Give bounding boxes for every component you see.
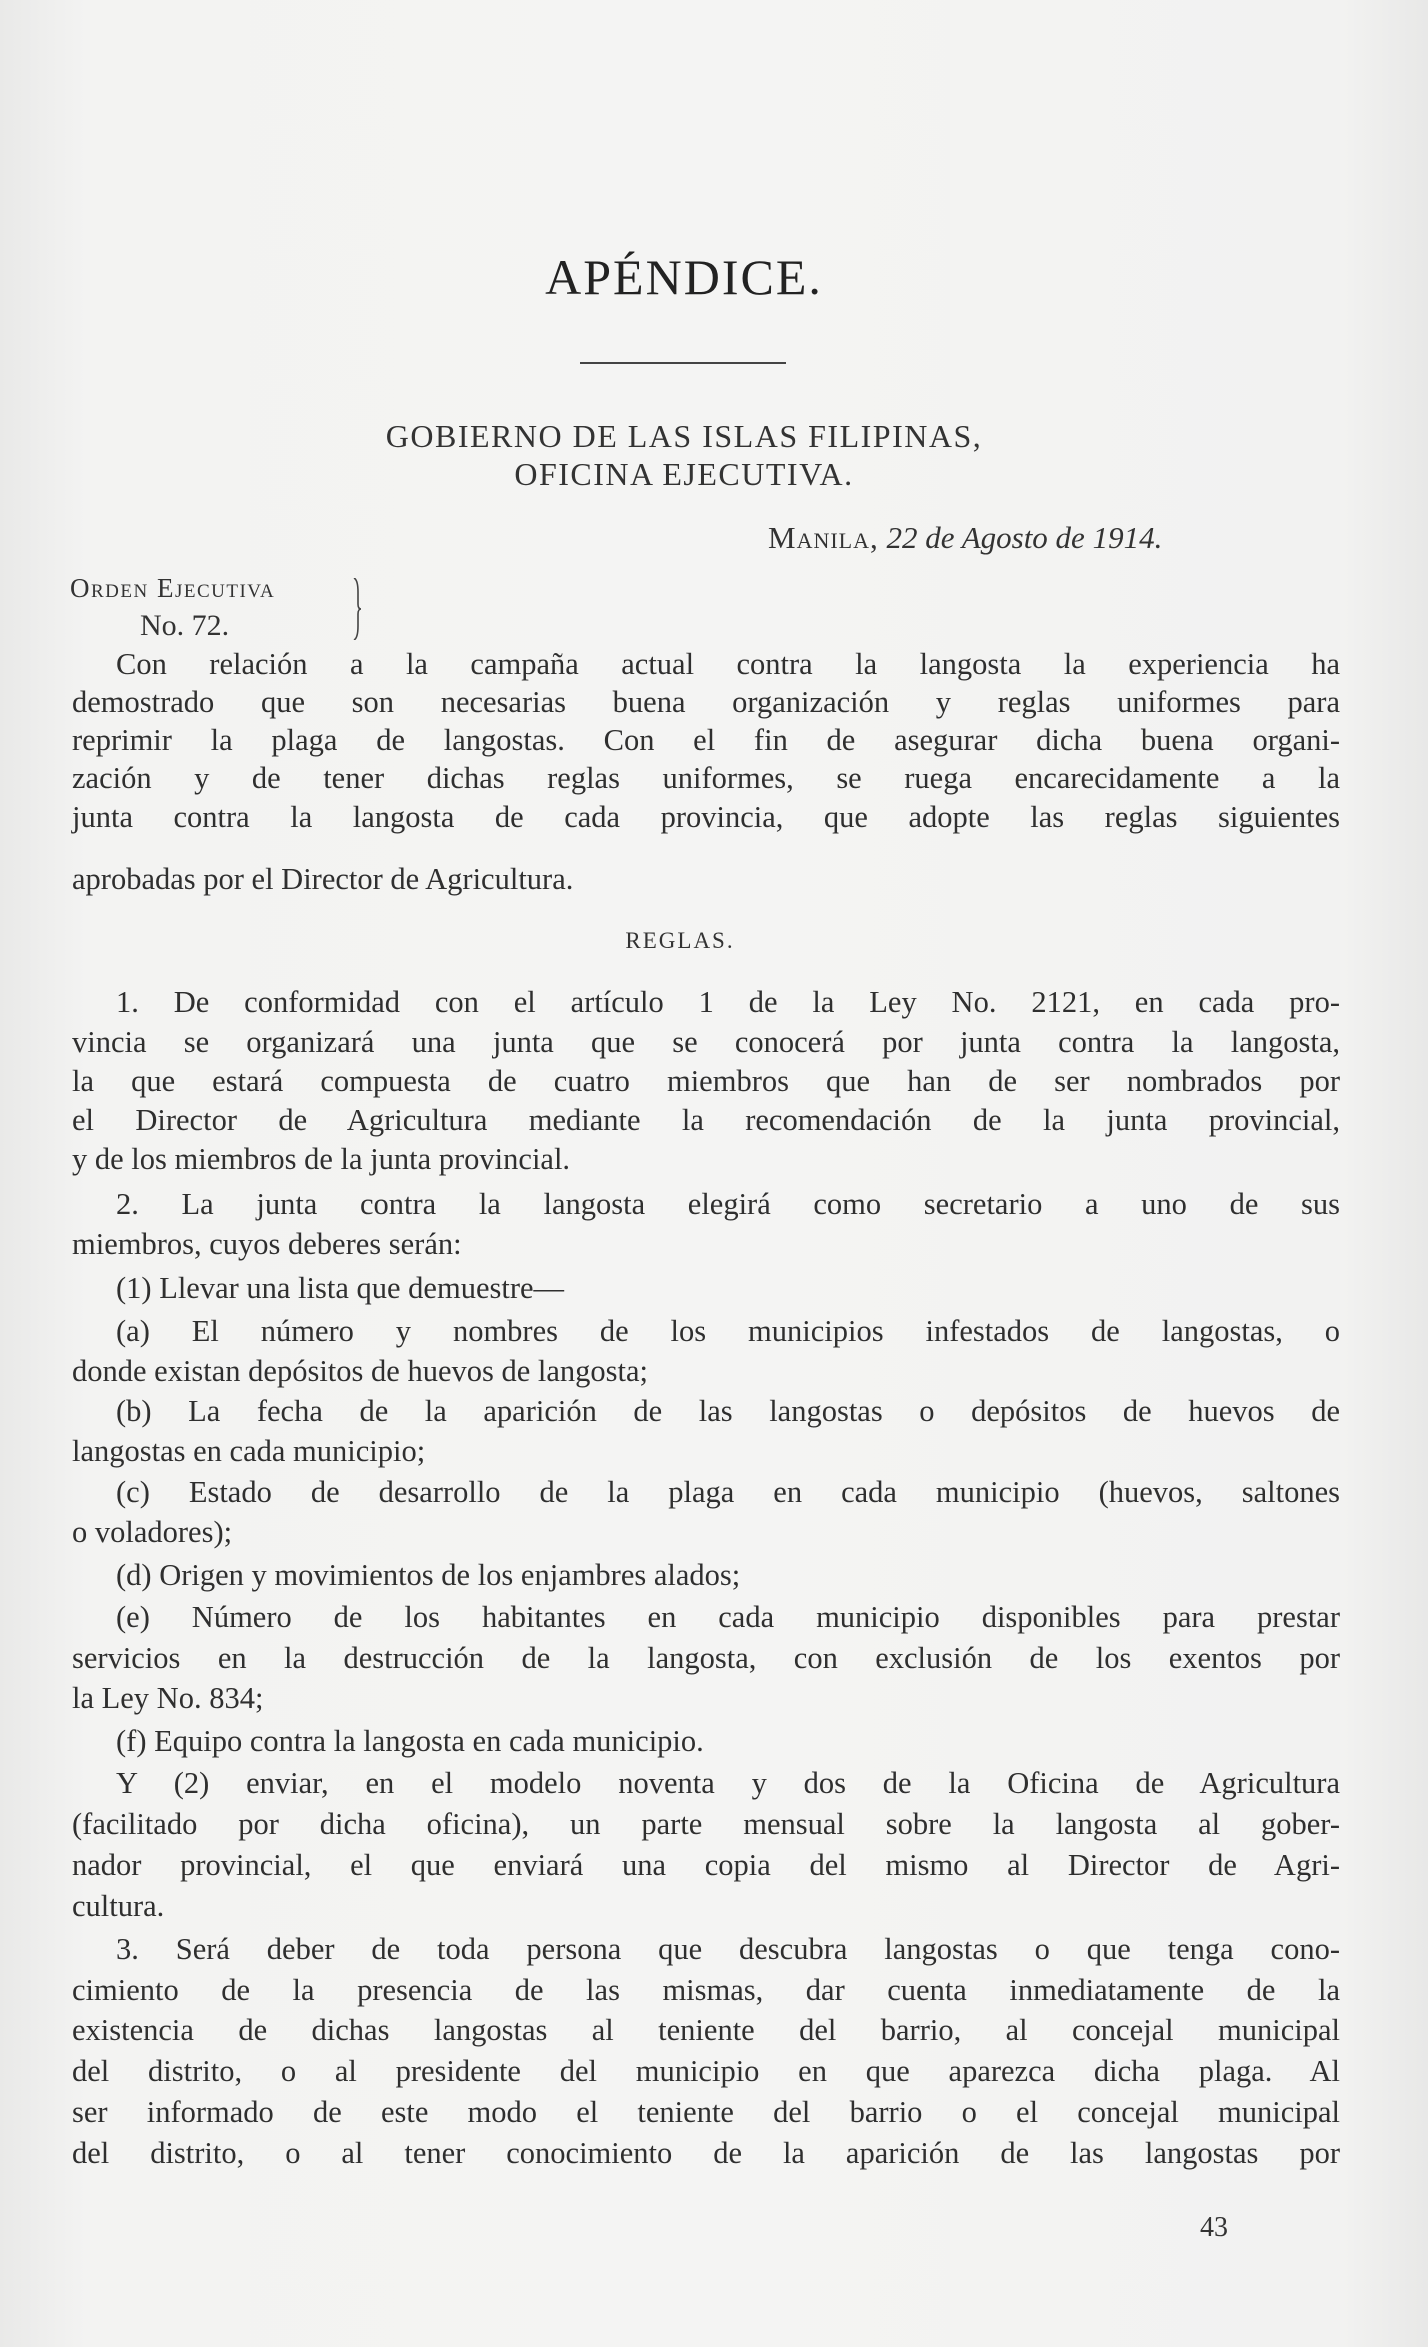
- item-e-line: servicios en la destrucción de la langosta, con exclusión de los exentos por: [72, 1641, 1340, 1675]
- intro-line: zación y de tener dichas reglas uniformes, se ruega encarecidamente a la: [72, 761, 1340, 795]
- rule-3-line: 3. Será deber de toda persona que descubra langostas o que tenga cono-: [116, 1932, 1340, 1966]
- order-number: No. 72.: [140, 609, 230, 642]
- appendix-title: APÉNDICE.: [545, 249, 823, 305]
- item-a-line: (a) El número y nombres de los municipios infestados de langostas, o: [116, 1314, 1340, 1348]
- rule-2-line: 2. La junta contra la langosta elegirá como secretario a uno de sus: [116, 1187, 1340, 1221]
- rule-1-line: vincia se organizará una junta que se conocerá por junta contra la langosta,: [72, 1025, 1340, 1059]
- dateline: [768, 520, 1162, 556]
- dateline-place: Manila,: [768, 520, 879, 555]
- rules-heading: REGLAS.: [625, 928, 735, 953]
- item-a-line: donde existan depósitos de huevos de langosta;: [72, 1354, 649, 1388]
- title-divider: [580, 362, 786, 364]
- brace-icon: [352, 578, 362, 640]
- order-label: Orden Ejecutiva: [70, 573, 276, 603]
- item-b-line: (b) La fecha de la aparición de las langostas o depósitos de huevos de: [116, 1394, 1340, 1428]
- intro-line: Con relación a la campaña actual contra la langosta la experiencia ha: [116, 647, 1340, 681]
- item-d-line: (d) Origen y movimientos de los enjambres alados;: [116, 1558, 741, 1592]
- government-heading: GOBIERNO DE LAS ISLAS FILIPINAS,: [385, 418, 983, 454]
- office-heading: OFICINA EJECUTIVA.: [514, 456, 854, 492]
- intro-line: aprobadas por el Director de Agricultura.: [72, 862, 574, 896]
- item-c-line: (c) Estado de desarrollo de la plaga en cada municipio (huevos, saltones: [116, 1475, 1340, 1509]
- dateline-date: 22 de Agosto de 1914.: [886, 520, 1163, 555]
- item-2-line: Y (2) enviar, en el modelo noventa y dos de la Oficina de Agricultura: [116, 1766, 1340, 1800]
- item-e-line: la Ley No. 834;: [72, 1681, 264, 1715]
- rule-1-line: la que estará compuesta de cuatro miembros que han de ser nombrados por: [72, 1064, 1340, 1098]
- rule-3-line: cimiento de la presencia de las mismas, dar cuenta inmediatamente de la: [72, 1973, 1340, 2007]
- rule-1-line: 1. De conformidad con el artículo 1 de la Ley No. 2121, en cada pro-: [116, 985, 1340, 1019]
- rule-1-line: el Director de Agricultura mediante la recomendación de la junta provincial,: [72, 1103, 1340, 1137]
- intro-line: junta contra la langosta de cada provincia, que adopte las reglas siguientes: [72, 800, 1340, 834]
- rule-3-line: del distrito, o al tener conocimiento de la aparición de las langostas por: [72, 2136, 1340, 2170]
- list-intro: (1) Llevar una lista que demuestre—: [116, 1271, 565, 1305]
- item-f-line: (f) Equipo contra la langosta en cada municipio.: [116, 1724, 704, 1758]
- rule-3-line: existencia de dichas langostas al teniente del barrio, al concejal municipal: [72, 2013, 1340, 2047]
- page-number: 43: [1200, 2212, 1228, 2243]
- intro-line: reprimir la plaga de langostas. Con el fin de asegurar dicha buena organi-: [72, 723, 1340, 757]
- item-2-line: cultura.: [72, 1889, 165, 1923]
- rule-1-line: y de los miembros de la junta provincial.: [72, 1142, 571, 1176]
- rule-3-line: ser informado de este modo el teniente del barrio o el concejal municipal: [72, 2095, 1340, 2129]
- item-e-line: (e) Número de los habitantes en cada municipio disponibles para prestar: [116, 1600, 1340, 1634]
- intro-line: demostrado que son necesarias buena organización y reglas uniformes para: [72, 685, 1340, 719]
- item-2-line: (facilitado por dicha oficina), un parte mensual sobre la langosta al gober-: [72, 1807, 1340, 1841]
- item-c-line: o voladores);: [72, 1515, 233, 1549]
- rule-3-line: del distrito, o al presidente del municipio en que aparezca dicha plaga. Al: [72, 2054, 1340, 2088]
- item-b-line: langostas en cada municipio;: [72, 1434, 426, 1468]
- item-2-line: nador provincial, el que enviará una copia del mismo al Director de Agri-: [72, 1848, 1340, 1882]
- rule-2-line: miembros, cuyos deberes serán:: [72, 1227, 462, 1261]
